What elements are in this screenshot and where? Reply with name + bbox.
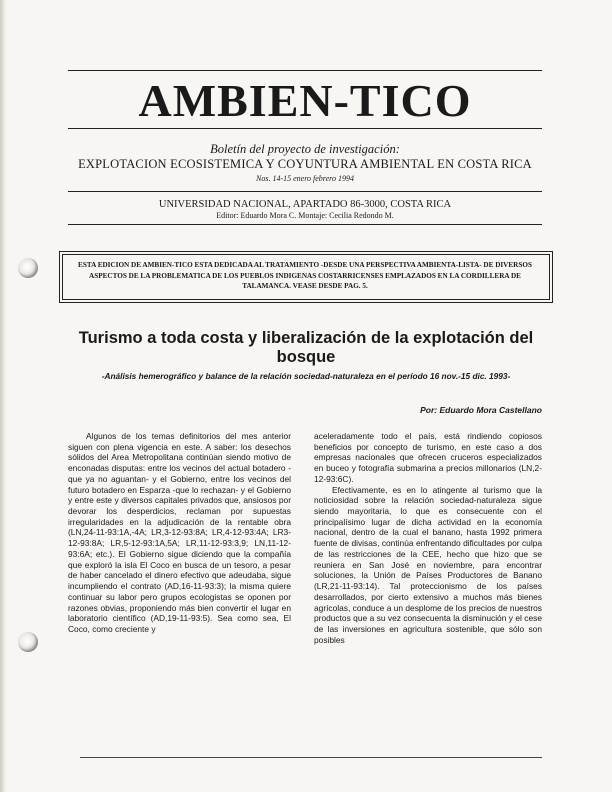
info-bottom-rule: [68, 224, 542, 225]
masthead-subtitle: Boletín del proyecto de investigación:: [210, 142, 400, 156]
article-paragraph: Efectivamente, es en lo atingente al turismo que la noticiosidad sobre la relación sociedad-naturaleza sigue siendo mayoritaria, lo que es consecuente con el principalísimo lugar de dicha actividad en la economía nacional, dentro de la cual el banano, hasta 1992 primera fuente de divisas, continúa enfrentando dificultades por culpa de las restricciones de la CEE, hecho que hizo que se reuniera en San José en noviembre, para encontrar soluciones, la Unión de Países Productores de Banano (LR,21-11-93:14). Tal proteccionismo de los países desarrollados, por cierto extensivo a muchos más bienes agrícolas, conduce a un desplome de los precios de nuestros productos que a su vez consecuenta la disminución y el cese de las inversiones en agricultura sostenible, que sólo son posibles: [314, 484, 542, 645]
notice-text: ESTA EDICION DE AMBIEN-TICO ESTA DEDICADA AL TRATAMIENTO -DESDE UNA PERSPECTIVA AMBIENTA-LISTA- DE DIVERSOS ASPECTOS DE LA PROBLEMATICA DE LOS PUEBLOS INDIGENAS COSTARRICENSES EMPLAZADOS EN LA CORDILLERA DE TALAMANCA. VEASE DESDE PAG. 5.: [78, 261, 532, 290]
editor-credits: Editor: Eduardo Mora C. Montaje: Cecilia Redondo M.: [216, 211, 394, 220]
article-deck: -Análisis hemerográfico y balance de la relación sociedad-naturaleza en el período 16 nov.-15 dic. 1993-: [101, 371, 511, 381]
article-paragraph: aceleradamente todo el país, está rindiendo copiosos beneficios por concepto de turismo, en este caso a dos empresas nacionales que ofrecen cruceros especializados en buceo y fotografía submarina a precios millonarios (LN,2-12-93:6C).: [314, 431, 542, 484]
article-paragraph: Algunos de los temas definitorios del mes anterior siguen con plena vigencia en este. A saber: los desechos sólidos del Area Metropolitana continúan siendo motivo de enconadas disputas: entre los vecinos del actual botadero -que ya no aguantan- y el Gobierno, entre los vecinos del futuro botadero en Esparza -que lo rechazan- y el Gobierno y entre este y diversos capitales privados que, ansiosos por devorar los desperdicios, reclaman por supuestas irregularidades en la adjudicación de la rentable obra (LN,24-11-93:1A,-4A; LR,3-12-93:8A; LR,4-12-93:4A; LR3-12-93:8A; LR,5-12-93:1A,5A; LR,11-12-93:3,9; LN,11-12-93:6A; etc.). El Gobierno sigue diciendo que la compañía que exploró la isla El Coco en busca de un tesoro, a pesar de haber cancelado el dinero efectivo que adeudaba, sigue incumpliendo el contrato (AD,16-11-93:3); la misma quiere continuar su labor pero grupos ecologistas se oponen por razones obvias, proponiendo más bien convertir el lugar en laboratorio científico (AD,19-11-93:5). Sea como sea, El Coco, como creciente y: [68, 431, 291, 634]
article-column-right: [314, 431, 542, 645]
punch-hole-bottom: [18, 632, 38, 652]
project-name: EXPLOTACION ECOSISTEMICA Y COYUNTURA AMBIENTAL EN COSTA RICA: [78, 157, 532, 171]
masthead-bottom-rule: [68, 128, 542, 129]
article-column-left: [68, 431, 291, 635]
page-bottom-rule: [80, 757, 542, 758]
article-headline: Turismo a toda costa y liberalización de la explotación del bosque: [78, 329, 534, 366]
article-byline: Por: Eduardo Mora Castellano: [420, 405, 542, 415]
punch-hole-top: [18, 258, 38, 278]
masthead-title: AMBIEN-TICO: [138, 75, 472, 126]
masthead-top-rule: [68, 70, 542, 71]
university-address: UNIVERSIDAD NACIONAL, APARTADO 86-3000, COSTA RICA: [158, 199, 452, 210]
info-top-rule: [68, 191, 542, 192]
issue-info: Nos. 14-15 enero febrero 1994: [256, 174, 354, 183]
page-edge-shadow: [0, 0, 6, 792]
